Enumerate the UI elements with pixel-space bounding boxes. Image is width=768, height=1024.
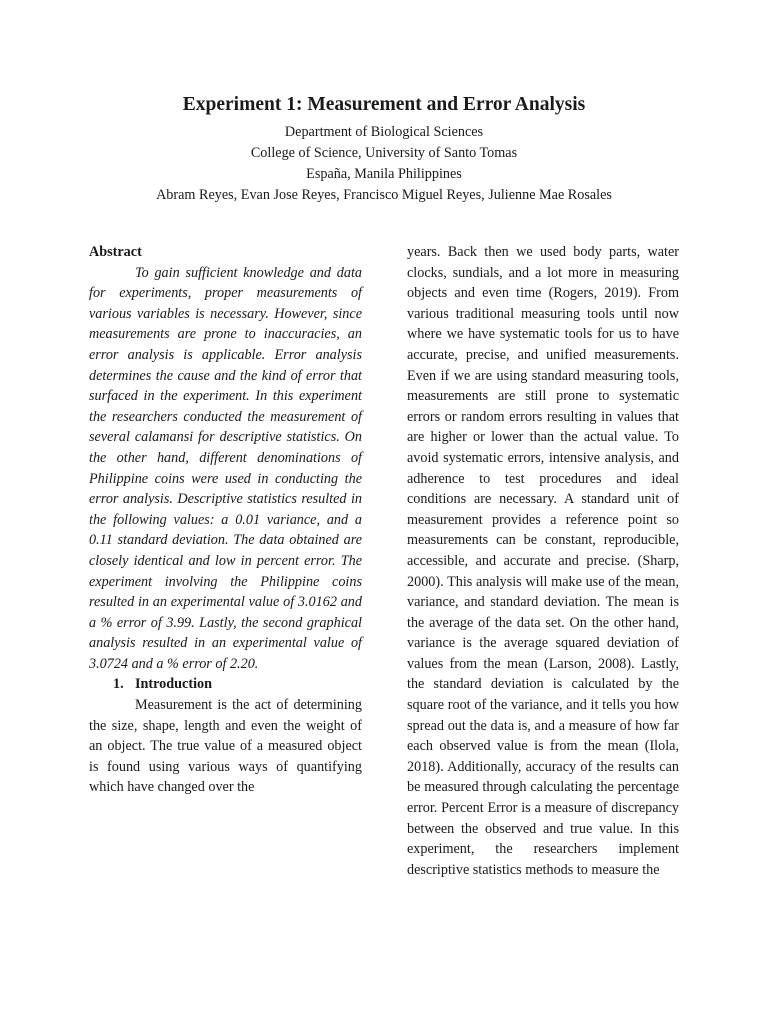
section-number: 1.: [113, 676, 124, 693]
abstract-heading: Abstract: [89, 244, 142, 260]
college: College of Science, University of Santo Tomas: [250, 145, 518, 161]
department: Department of Biological Sciences: [284, 124, 484, 140]
paper-title: Experiment 1: Measurement and Error Analysis: [182, 94, 586, 115]
introduction-body-right: years. Back then we used body parts, water clocks, sundials, and a lot more in measuring objects and even time (Rogers, 2019). From various traditional measuring tools until now where we have systematic tools for us to have accurate, precise, and unified measurements. Even if we are using standard measuring tools, measurements are still prone to systematic errors or random errors resulting in values that are higher or lower than the actual value. To avoid systematic errors, intensive analysis, and adherence to test procedures and ideal conditions are necessary. A standard unit of measurement provides a reference point so measurements can be constant, reproducible, accessible, and accurate and precise. (Sharp, 2000). This analysis will make use of the mean, variance, and standard deviation. The mean is the average of the data set. On the other hand, variance is the average squared deviation of values from the mean (Larson, 2008). Lastly, the standard deviation is calculated by the square root of the variance, and it tells you how spread out the data is, and a measure of how far each observed value is from the mean (Ilola, 2018). Additionally, accuracy of the results can be measured through calculating the percentage error. Percent Error is a measure of discrepancy between the observed and true value. In this experiment, the researchers implement descriptive statistics methods to measure the: [407, 244, 679, 878]
authors: Abram Reyes, Evan Jose Reyes, Francisco Miguel Reyes, Julienne Mae Rosales: [156, 187, 612, 203]
location: España, Manila Philippines: [306, 166, 462, 182]
right-column: [407, 242, 679, 880]
abstract-body: To gain sufficient knowledge and data for experiments, proper measurements of various variables is necessary. However, since measurements are prone to inaccuracies, an error analysis is applicable. Error analysis determines the cause and the kind of error that surfaced in the experiment. In this experiment the researchers conducted the measurement of several calamansi for descriptive statistics. On the other hand, different denominations of Philippine coins were used in conducting the error analysis. Descriptive statistics resulted in the following values: a 0.01 variance, and a 0.11 standard deviation. The data obtained are closely identical and low in percent error. The experiment involving the Philippine coins resulted in an experimental value of 3.0162 and a % error of 3.99. Lastly, the second graphical analysis resulted in an experimental value of 3.0724 and a % error of 2.20.: [89, 264, 362, 672]
paper-header: [0, 92, 768, 206]
introduction-body-left: Measurement is the act of determining the size, shape, length and even the weight of an object. The true value of a measured object is found using various ways of quantifying which have changed over the: [89, 697, 362, 796]
section-title: Introduction: [135, 676, 212, 693]
introduction-heading: [89, 674, 362, 695]
left-column: [89, 242, 362, 798]
